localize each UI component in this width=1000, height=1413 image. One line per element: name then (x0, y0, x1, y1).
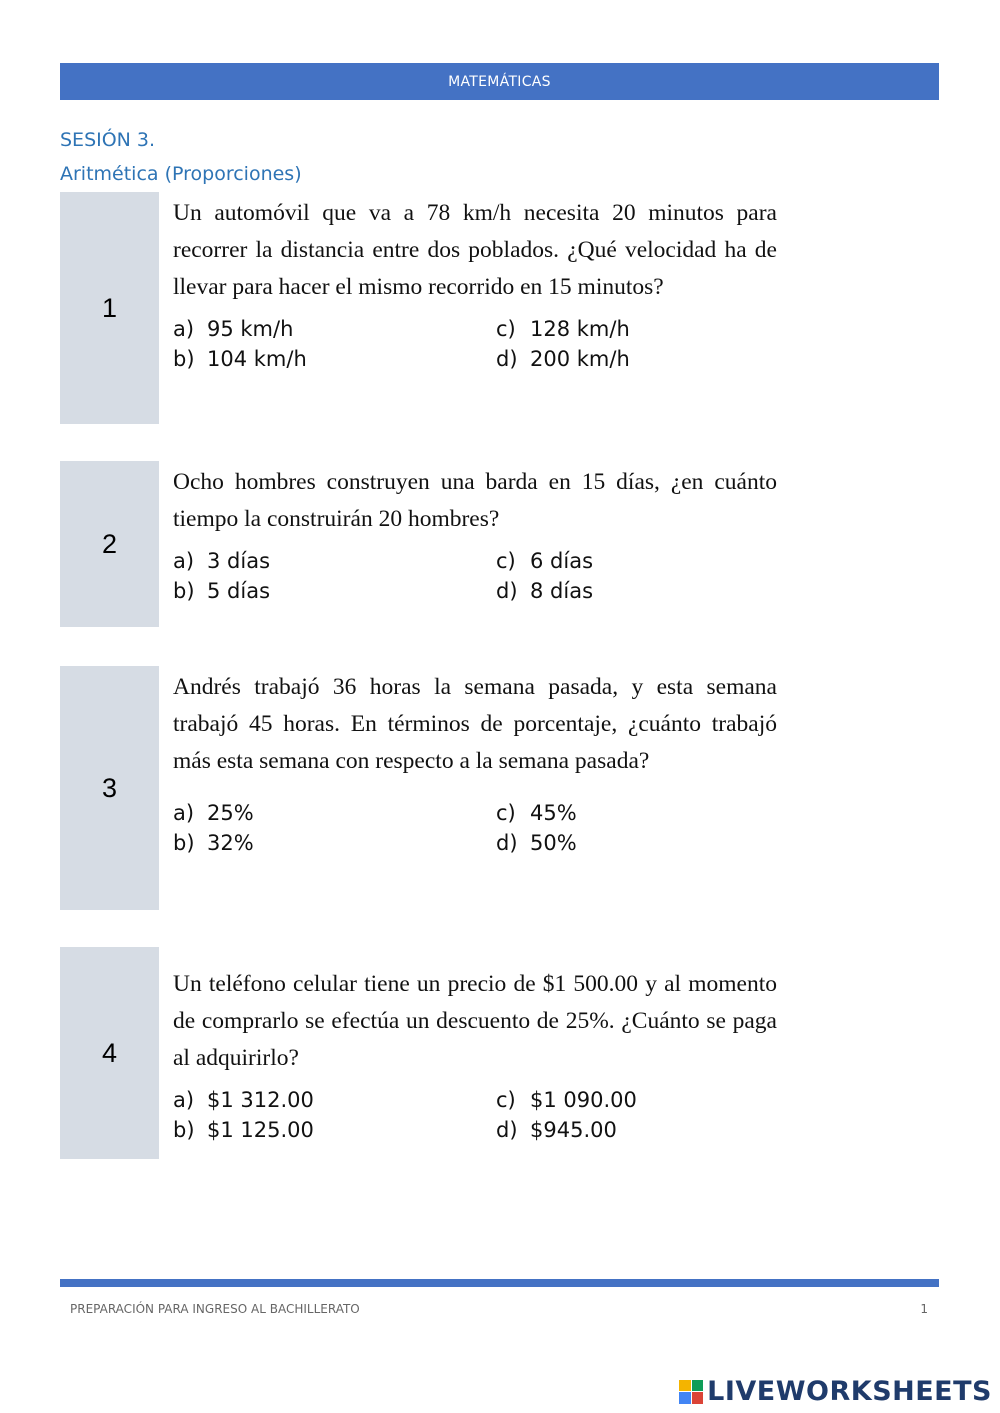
session-title: SESIÓN 3. (60, 129, 156, 151)
question-3 (60, 666, 790, 910)
question-number: 4 (60, 947, 159, 1159)
header-bar (60, 63, 939, 100)
options-list (173, 546, 790, 606)
option-c[interactable]: c) $1 090.00 (496, 1088, 637, 1112)
question-number: 3 (60, 666, 159, 910)
option-d[interactable]: d) 50% (496, 831, 577, 855)
option-a[interactable]: a) 3 días (173, 549, 271, 573)
options-list (173, 798, 790, 858)
option-d[interactable]: d) $945.00 (496, 1118, 617, 1142)
option-b[interactable]: b) 104 km/h (173, 347, 307, 371)
question-number: 1 (60, 192, 159, 424)
question-body (159, 947, 790, 1159)
page-number: 1 (920, 1302, 928, 1316)
option-b[interactable]: b) 5 días (173, 579, 271, 603)
question-1 (60, 192, 790, 424)
option-d[interactable]: d) 8 días (496, 579, 594, 603)
question-2 (60, 461, 790, 627)
question-text: Un automóvil que va a 78 km/h necesita 20 minutos para recorrer la distancia entre dos poblados. ¿Qué velocidad ha de llevar para hacer el mismo recorrido en 15 minutos? (173, 200, 777, 300)
footer-text: PREPARACIÓN PARA INGRESO AL BACHILLERATO (70, 1302, 360, 1316)
question-body (159, 192, 790, 424)
brand-logo[interactable] (679, 1376, 992, 1407)
question-text: Andrés trabajó 36 horas la semana pasada, y esta semana trabajó 45 horas. En términos de porcentaje, ¿cuánto trabajó más esta semana con respecto a la semana pasada? (173, 674, 777, 774)
footer-divider (60, 1279, 939, 1287)
options-list (173, 314, 790, 374)
question-body (159, 666, 790, 910)
header-title: MATEMÁTICAS (448, 73, 551, 90)
option-a[interactable]: a) 25% (173, 801, 254, 825)
question-4 (60, 947, 790, 1159)
option-c[interactable]: c) 6 días (496, 549, 594, 573)
brand-name: LIVEWORKSHEETS (707, 1376, 992, 1407)
topic-title: Aritmética (Proporciones) (60, 163, 302, 185)
option-a[interactable]: a) $1 312.00 (173, 1088, 314, 1112)
option-b[interactable]: b) 32% (173, 831, 254, 855)
options-list (173, 1085, 790, 1145)
option-d[interactable]: d) 200 km/h (496, 347, 630, 371)
question-text: Ocho hombres construyen una barda en 15 días, ¿en cuánto tiempo la construirán 20 hombres? (173, 469, 777, 532)
question-text: Un teléfono celular tiene un precio de $1 500.00 y al momento de comprarlo se efectúa un descuento de 25%. ¿Cuánto se paga al adquirirlo? (173, 971, 777, 1071)
option-a[interactable]: a) 95 km/h (173, 317, 294, 341)
option-b[interactable]: b) $1 125.00 (173, 1118, 314, 1142)
liveworksheets-icon (679, 1380, 703, 1404)
option-c[interactable]: c) 128 km/h (496, 317, 630, 341)
option-c[interactable]: c) 45% (496, 801, 577, 825)
question-number: 2 (60, 461, 159, 627)
question-body (159, 461, 790, 627)
